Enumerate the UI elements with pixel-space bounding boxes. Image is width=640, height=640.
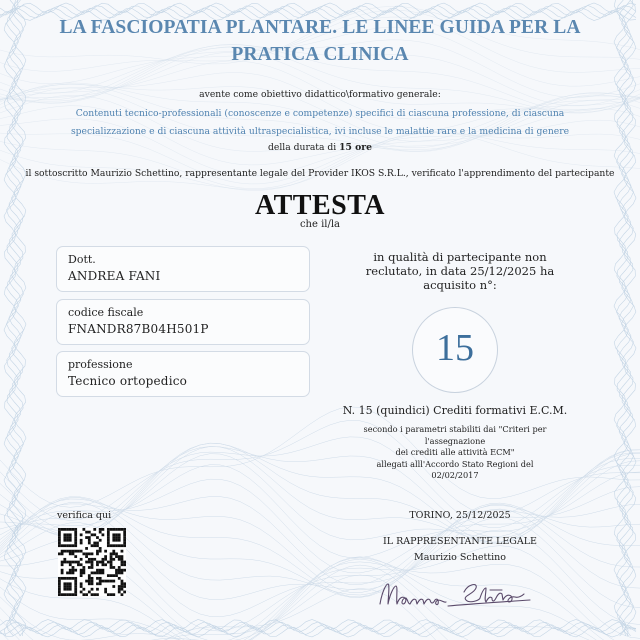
fiscal-code-box bbox=[56, 299, 310, 345]
fiscal-code-value: FNANDR87B04H501P bbox=[68, 322, 209, 336]
profession-value: Tecnico ortopedico bbox=[68, 374, 188, 388]
handwritten-signature bbox=[372, 570, 542, 614]
profession-label: professione bbox=[68, 358, 133, 371]
attesta-heading: ATTESTA bbox=[254, 190, 386, 221]
statement-text: il sottoscritto Maurizio Schettino, rappresentante legale del Provider IKOS S.R.L., verificato l'apprendimento del partecipante bbox=[25, 168, 615, 179]
verifica-label: verifica qui bbox=[57, 510, 112, 521]
duration-value: 15 ore bbox=[339, 142, 372, 153]
params-line-1: secondo i parametri stabiliti dai "Criteri per bbox=[363, 424, 547, 434]
legal-representative-name: Maurizio Schettino bbox=[414, 552, 506, 563]
duration-prefix: della durata di bbox=[268, 142, 337, 153]
credits-number: 15 bbox=[436, 327, 474, 369]
participant-name: ANDREA FANI bbox=[68, 269, 161, 283]
participation-role-text: in qualità di partecipante non reclutato, in data 25/12/2025 ha acquisito n°: bbox=[365, 250, 555, 292]
fiscal-code-label: codice fiscale bbox=[68, 306, 144, 319]
credits-circle bbox=[412, 307, 498, 393]
params-line-2: l'assegnazione bbox=[424, 435, 486, 446]
verification-qr-code[interactable] bbox=[58, 528, 126, 596]
course-duration bbox=[0, 142, 640, 153]
credits-text: N. 15 (quindici) Crediti formativi E.C.M. bbox=[342, 404, 568, 417]
ecm-parameters-text bbox=[355, 424, 555, 482]
course-title: LA FASCIOPATIA PLANTARE. LE LINEE GUIDA PER LA PRATICA CLINICA bbox=[59, 17, 581, 65]
che-ila-text: che il/la bbox=[299, 219, 341, 230]
participant-title-label: Dott. bbox=[68, 253, 96, 266]
params-line-3: dei crediti alle attività ECM" bbox=[395, 447, 515, 457]
objective-line-1: Contenuti tecnico-professionali (conoscenze e competenze) specifici di ciascuna professione, di ciascuna bbox=[75, 108, 565, 119]
participant-name-box bbox=[56, 246, 310, 292]
params-line-4: allegati alll'Accordo Stato Regioni del 02/02/2017 bbox=[376, 458, 534, 480]
place-date: TORINO, 25/12/2025 bbox=[409, 510, 511, 521]
legal-representative-label: IL RAPPRESENTANTE LEGALE bbox=[383, 536, 537, 547]
objective-line-2: specializzazione e di ciascuna attività ultraspecialistica, ivi incluse le malattie rare e la medicina di genere bbox=[70, 126, 570, 137]
profession-box bbox=[56, 351, 310, 397]
objective-intro: avente come obiettivo didattico\formativo generale: bbox=[199, 89, 441, 100]
